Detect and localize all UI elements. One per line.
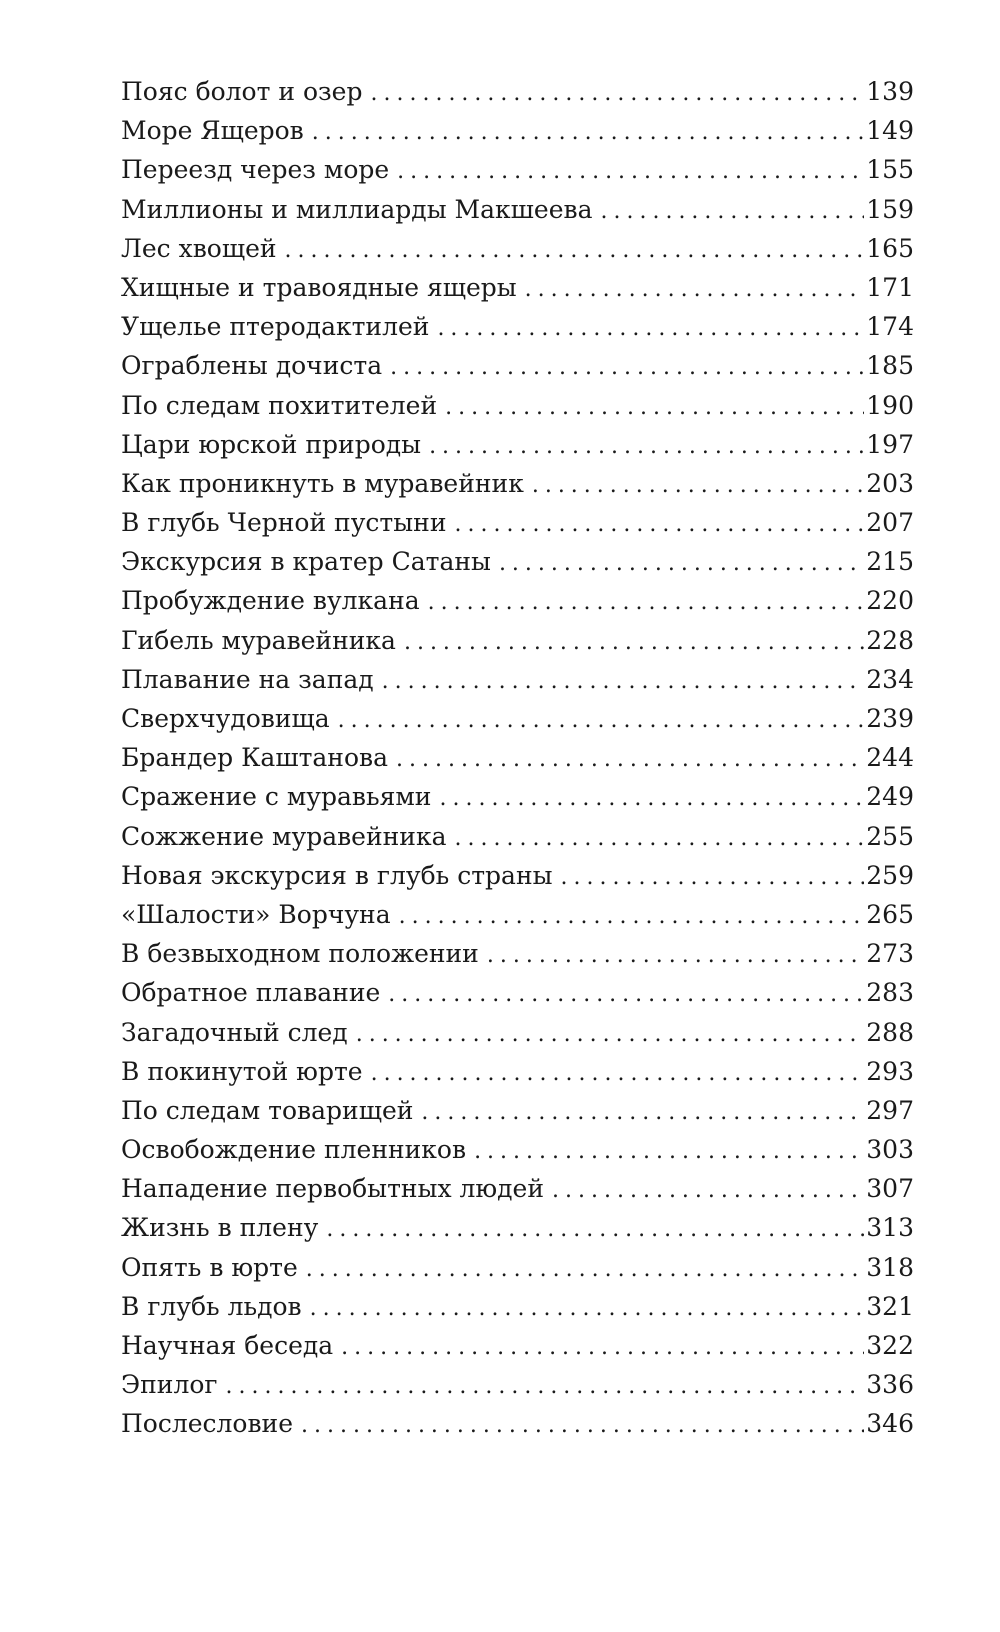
toc-entry-page: 203 [866,468,914,498]
toc-entry[interactable] [121,895,914,934]
toc-entry-page: 288 [866,1017,914,1047]
toc-leader-dots [429,427,864,464]
toc-leader-dots [390,348,864,385]
toc-entry-page: 297 [866,1095,914,1125]
toc-entry[interactable] [121,1248,914,1287]
toc-entry[interactable] [121,307,914,346]
toc-leader-dots [428,583,865,620]
toc-entry[interactable] [121,386,914,425]
toc-entry-title: Ограблены дочиста [121,351,383,381]
toc-entry[interactable] [121,1208,914,1247]
toc-entry-title: Загадочный след [121,1017,348,1047]
toc-entry-page: 197 [866,429,914,459]
toc-leader-dots [396,740,864,777]
toc-entry-page: 190 [866,390,914,420]
toc-leader-dots [371,1054,865,1091]
toc-entry[interactable] [121,1091,914,1130]
toc-entry-page: 159 [866,194,914,224]
toc-entry-page: 244 [866,743,914,773]
toc-entry[interactable] [121,150,914,189]
toc-entry-title: Брандер Каштанова [121,743,389,773]
toc-entry-page: 265 [866,899,914,929]
toc-entry[interactable] [121,777,914,816]
toc-leader-dots [306,1250,865,1287]
toc-entry-page: 249 [866,782,914,812]
toc-leader-dots [310,1289,865,1326]
toc-entry[interactable] [121,425,914,464]
toc-entry[interactable] [121,542,914,581]
toc-entry-title: Экскурсия в кратер Сатаны [121,547,491,577]
toc-entry[interactable] [121,1287,914,1326]
toc-entry[interactable] [121,1013,914,1052]
toc-entry[interactable] [121,464,914,503]
toc-entry-title: Цари юрской природы [121,429,422,459]
toc-entry[interactable] [121,1130,914,1169]
toc-entry-title: Лес хвощей [121,233,277,263]
toc-entry-page: 283 [866,978,914,1008]
toc-leader-dots [382,662,865,699]
toc-entry-title: Хищные и травоядные ящеры [121,272,517,302]
toc-entry-title: Море Ящеров [121,116,304,146]
toc-leader-dots [338,701,865,738]
toc-leader-dots [552,1171,864,1208]
toc-entry-title: «Шалости» Ворчуна [121,899,391,929]
toc-leader-dots [455,505,865,542]
toc-entry-title: Нападение первобытных людей [121,1174,544,1204]
toc-entry-page: 318 [866,1252,914,1282]
toc-leader-dots [474,1132,864,1169]
toc-entry[interactable] [121,817,914,856]
toc-entry-page: 139 [866,77,914,106]
toc-leader-dots [356,1015,865,1052]
toc-entry[interactable] [121,856,914,895]
toc-entry-title: В глубь льдов [121,1291,302,1321]
toc-leader-dots [525,270,865,307]
toc-entry[interactable] [121,268,914,307]
toc-entry[interactable] [121,660,914,699]
toc-entry-title: Пробуждение вулкана [121,586,420,616]
toc-leader-dots [370,74,864,111]
toc-entry[interactable] [121,346,914,385]
toc-entry-title: В глубь Черной пустыни [121,508,447,538]
toc-entry[interactable] [121,581,914,620]
toc-entry-title: Опять в юрте [121,1252,298,1282]
toc-leader-dots [561,858,865,895]
toc-entry-title: Жизнь в плену [121,1213,319,1243]
toc-leader-dots [312,113,865,150]
toc-entry-title: Научная беседа [121,1331,334,1360]
toc-leader-dots [437,309,864,346]
toc-entry-page: 207 [866,508,914,538]
toc-leader-dots [301,1406,864,1443]
toc-entry-page: 171 [866,272,914,302]
toc-entry-title: Миллионы и миллиарды Макшеева [121,194,593,224]
toc-entry-title: В покинутой юрте [121,1056,363,1086]
toc-leader-dots [499,544,864,581]
toc-leader-dots [397,152,864,189]
toc-entry[interactable] [121,503,914,542]
toc-entry[interactable] [121,72,914,111]
toc-leader-dots [487,936,864,973]
toc-entry-page: 239 [866,704,914,733]
toc-entry-page: 346 [866,1409,914,1439]
toc-entry-page: 228 [866,625,914,655]
toc-entry-page: 255 [866,821,914,851]
toc-leader-dots [600,192,864,229]
toc-entry-title: Переезд через море [121,155,390,185]
toc-leader-dots [445,388,864,425]
toc-entry[interactable] [121,699,914,738]
toc-entry-page: 259 [866,860,914,890]
toc-entry-title: Плавание на запад [121,664,374,694]
toc-entry-page: 313 [866,1213,914,1243]
toc-entry-title: По следам похитителей [121,390,438,420]
toc-entry-title: Гибель муравейника [121,625,396,655]
toc-entry-page: 234 [866,664,914,694]
toc-entry[interactable] [121,1404,914,1443]
toc-entry[interactable] [121,621,914,660]
toc-entry-page: 293 [866,1056,914,1086]
toc-entry-title: Обратное плавание [121,978,381,1008]
toc-entry-title: Ущелье птеродактилей [121,312,430,342]
toc-entry-title: Сожжение муравейника [121,821,447,851]
toc-entry[interactable] [121,111,914,150]
toc-entry[interactable] [121,738,914,777]
toc-entry-page: 336 [866,1370,914,1400]
toc-entry-page: 273 [866,939,914,969]
toc-leader-dots [326,1210,864,1247]
toc-entry-page: 307 [866,1174,914,1204]
toc-entry-page: 321 [866,1291,914,1321]
toc-entry-title: Послесловие [121,1409,293,1439]
toc-entry-title: По следам товарищей [121,1095,414,1125]
toc-leader-dots [532,466,864,503]
toc-entry[interactable] [121,190,914,229]
toc-leader-dots [439,779,864,816]
toc-entry-title: Освобождение пленников [121,1135,467,1165]
toc-entry-page: 185 [866,351,914,381]
toc-entry-title: Как проникнуть в муравейник [121,468,524,498]
toc-leader-dots [388,975,864,1012]
toc-entry-title: Новая экскурсия в глубь страны [121,860,553,890]
toc-entry[interactable] [121,1365,914,1404]
toc-entry-page: 215 [866,547,914,577]
toc-entry-page: 155 [866,155,914,185]
toc-leader-dots [455,819,865,856]
toc-entry[interactable] [121,229,914,268]
toc-entry-page: 165 [866,233,914,263]
toc-entry-title: В безвыходном положении [121,939,479,969]
toc-entry[interactable] [121,934,914,973]
toc-entry-title: Сверхчудовища [121,704,330,733]
toc-leader-dots [341,1328,864,1365]
toc-entry[interactable] [121,1052,914,1091]
toc-entry-page: 322 [866,1331,914,1360]
toc-entry-title: Пояс болот и озер [121,77,363,106]
toc-entry-title: Сражение с муравьями [121,782,432,812]
toc-leader-dots [404,623,864,660]
toc-entry-page: 149 [866,116,914,146]
toc-leader-dots [421,1093,864,1130]
toc-entry-title: Эпилог [121,1370,218,1400]
toc-entry[interactable] [121,973,914,1012]
toc-entry[interactable] [121,1169,914,1208]
toc-entry-page: 220 [866,586,914,616]
toc-entry-page: 174 [866,312,914,342]
toc-leader-dots [225,1367,864,1404]
toc-entry[interactable] [121,1326,914,1365]
toc-leader-dots [285,231,865,268]
toc-leader-dots [399,897,865,934]
toc-entry-page: 303 [866,1135,914,1165]
table-of-contents [121,72,914,1444]
